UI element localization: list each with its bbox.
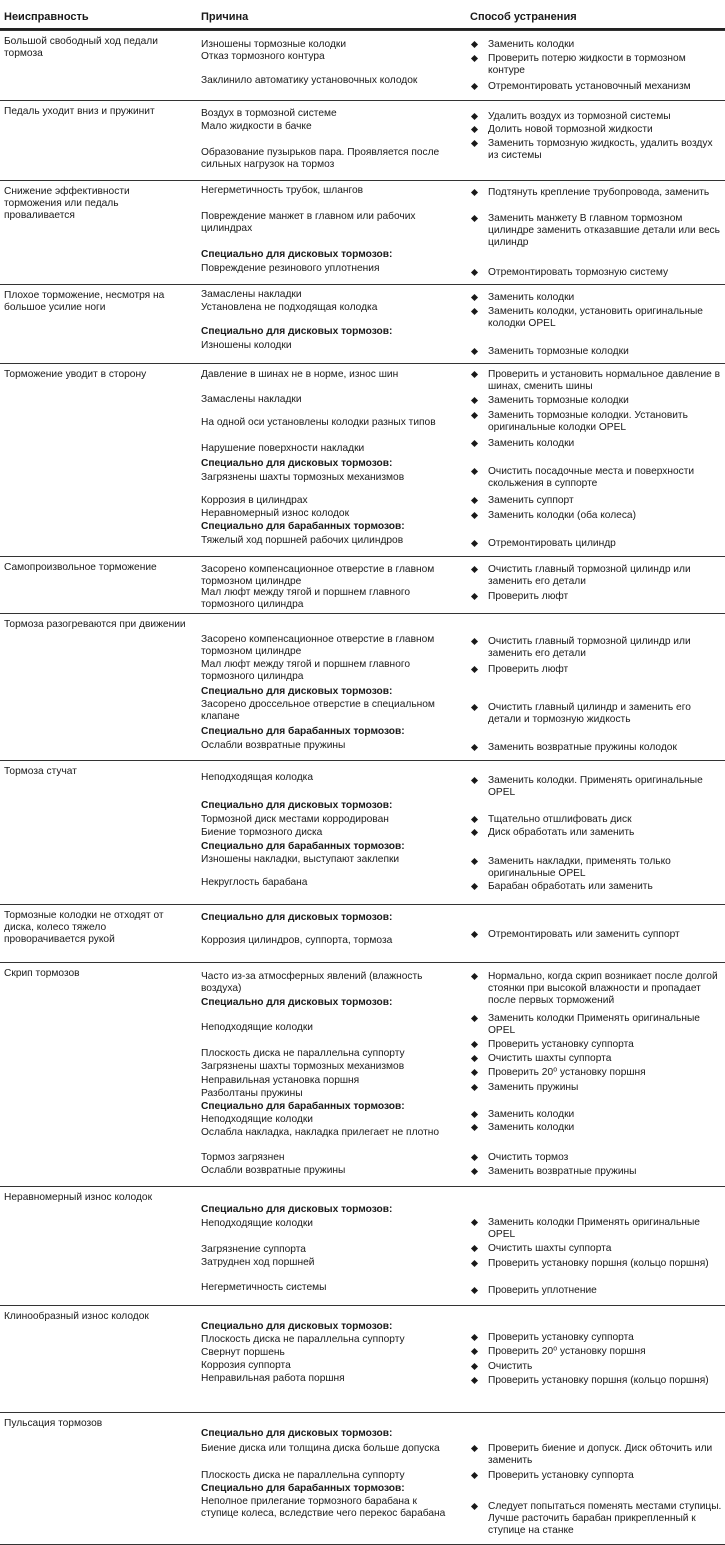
remedy-item — [470, 495, 723, 507]
section-heading: Специально для дисковых тормозов: — [201, 326, 393, 337]
remedy-item — [470, 1346, 723, 1358]
remedy-cell — [470, 963, 723, 1186]
table-row — [0, 1412, 725, 1545]
bullet-icon — [471, 1069, 478, 1076]
remedy-text: Отремонтировать или заменить суппорт — [488, 929, 680, 940]
remedy-text: Очистить главный тормозной цилиндр или заменить его детали — [488, 564, 691, 588]
problem-cell: Педаль уходит вниз и пружинит — [4, 106, 155, 117]
remedy-item — [470, 664, 723, 676]
bullet-icon — [471, 973, 478, 980]
cause-line: Биение тормозного диска — [201, 827, 323, 838]
cause-line: Коррозия цилиндров, суппорта, тормоза — [201, 935, 393, 946]
cause-line: Загрязнение суппорта — [201, 1244, 306, 1255]
remedy-text: Очистить главный тормозной цилиндр или заменить его детали — [488, 636, 691, 660]
header-cause: Причина — [201, 11, 249, 23]
remedy-text: Заменить колодки Применять оригинальные OPEL — [488, 1013, 700, 1037]
section-heading: Специально для дисковых тормозов: — [201, 997, 393, 1008]
remedy-text: Заменить возвратные пружины — [488, 1166, 637, 1177]
bullet-icon — [471, 512, 478, 519]
remedy-text: Очистить главный цилиндр и заменить его детали и тормозную жидкость — [488, 702, 691, 726]
remedy-text: Заменить колодки — [488, 438, 575, 449]
table-row — [0, 904, 725, 962]
cause-line: Заклинило автоматику установочных колодок — [201, 75, 418, 86]
cause-line: Неподходящие колодки — [201, 1218, 313, 1229]
bullet-icon — [471, 1348, 478, 1355]
remedy-item — [470, 1332, 723, 1344]
bullet-icon — [471, 1041, 478, 1048]
remedy-cell — [470, 181, 723, 284]
section-heading: Специально для барабанных тормозов: — [201, 1101, 405, 1112]
cause-line: Установлена не подходящая колодка — [201, 302, 378, 313]
bullet-icon — [471, 593, 478, 600]
remedy-cell — [470, 614, 723, 760]
section-heading: Специально для дисковых тормозов: — [201, 1321, 393, 1332]
cause-line: Тормоз загрязнен — [201, 1152, 285, 1163]
cause-line: Тяжелый ход поршней рабочих цилиндров — [201, 535, 404, 546]
remedy-item — [470, 1285, 723, 1297]
bullet-icon — [471, 1168, 478, 1175]
cause-cell — [201, 905, 456, 962]
remedy-item — [470, 124, 723, 136]
table-row — [0, 962, 725, 1186]
remedy-cell — [470, 1187, 723, 1305]
bullet-icon — [471, 1377, 478, 1384]
remedy-text: Долить новой тормозной жидкости — [488, 124, 653, 135]
cause-line: Изношены накладки, выступают заклепки — [201, 854, 400, 865]
remedy-cell — [470, 557, 723, 613]
bullet-icon — [471, 269, 478, 276]
cause-cell — [201, 1187, 456, 1305]
cause-line: Повреждение резинового уплотнения — [201, 263, 380, 274]
remedy-text: Отремонтировать установочный механизм — [488, 81, 691, 92]
remedy-text: Заменить колодки — [488, 39, 575, 50]
header-remedy: Способ устранения — [470, 11, 577, 23]
remedy-item — [470, 827, 723, 839]
bullet-icon — [471, 41, 478, 48]
remedy-text: Отремонтировать тормозную систему — [488, 267, 669, 278]
header-problem: Неисправность — [4, 11, 89, 23]
bullet-icon — [471, 638, 478, 645]
bullet-icon — [471, 744, 478, 751]
bullet-icon — [471, 566, 478, 573]
cause-cell — [201, 101, 456, 180]
remedy-text: Заменить тормозные колодки — [488, 346, 629, 357]
remedy-text: Заменить манжету В главном тормозном цилиндре заменить отказавшие детали или весь цилиндр — [488, 213, 720, 249]
bullet-icon — [471, 348, 478, 355]
remedy-text: Заменить колодки — [488, 1122, 575, 1133]
cause-line: Неподходящие колодки — [201, 1114, 313, 1125]
remedy-text: Заменить тормозную жидкость, удалить воздух из системы — [488, 138, 713, 162]
remedy-text: Очистить — [488, 1361, 533, 1372]
cause-line: Тормозной диск местами корродирован — [201, 814, 389, 825]
bullet-icon — [471, 829, 478, 836]
remedy-cell — [470, 285, 723, 363]
bullet-icon — [471, 1124, 478, 1131]
bullet-icon — [471, 412, 478, 419]
cause-line: Повреждение манжет в главном или рабочих цилиндрах — [201, 211, 416, 235]
cause-line: Плоскость диска не параллельна суппорту — [201, 1334, 405, 1345]
bullet-icon — [471, 704, 478, 711]
remedy-text: Очистить тормоз — [488, 1152, 569, 1163]
bullet-icon — [471, 931, 478, 938]
remedy-item — [470, 1375, 723, 1387]
cause-line: Плоскость диска не параллельна суппорту — [201, 1048, 405, 1059]
bullet-icon — [471, 1334, 478, 1341]
remedy-item — [470, 438, 723, 450]
cause-line: Давление в шинах не в норме, износ шин — [201, 369, 399, 380]
remedy-text: Заменить колодки. Применять оригинальные OPEL — [488, 775, 703, 799]
problem-cell: Плохое торможение, несмотря на большое усилие ноги — [4, 290, 165, 314]
cause-line: Загрязнены шахты тормозных механизмов — [201, 1061, 405, 1072]
remedy-item — [470, 267, 723, 279]
cause-cell — [201, 285, 456, 363]
table-row — [0, 1305, 725, 1412]
problem-cell: Самопроизвольное торможение — [4, 562, 157, 573]
remedy-text: Заменить пружины — [488, 1082, 579, 1093]
cause-cell — [201, 557, 456, 613]
remedy-item — [470, 1258, 723, 1270]
bullet-icon — [471, 140, 478, 147]
remedy-text: Проверить установку суппорта — [488, 1332, 634, 1343]
bullet-icon — [471, 1015, 478, 1022]
cause-line: Коррозия в цилиндрах — [201, 495, 308, 506]
section-heading: Специально для барабанных тормозов: — [201, 841, 405, 852]
cause-line: Нарушение поверхности накладки — [201, 443, 365, 454]
problem-cell: Большой свободный ход педали тормоза — [4, 36, 158, 60]
remedy-item — [470, 410, 723, 434]
bullet-icon — [471, 1111, 478, 1118]
table-row — [0, 30, 725, 100]
table-row — [0, 363, 725, 556]
table-row — [0, 760, 725, 904]
table-row — [0, 613, 725, 760]
remedy-text: Проверить люфт — [488, 664, 569, 675]
remedy-text: Очистить шахты суппорта — [488, 1053, 612, 1064]
cause-line: Изношены тормозные колодки — [201, 39, 347, 50]
cause-line: Засорено дроссельное отверстие в специальном клапане — [201, 699, 435, 723]
cause-cell — [201, 31, 456, 100]
table-row — [0, 1186, 725, 1305]
remedy-text: Очистить шахты суппорта — [488, 1243, 612, 1254]
remedy-text: Барабан обработать или заменить — [488, 881, 653, 892]
cause-line: Разболтаны пружины — [201, 1088, 303, 1099]
bullet-icon — [471, 215, 478, 222]
cause-line: Коррозия суппорта — [201, 1360, 291, 1371]
bullet-icon — [471, 371, 478, 378]
bullet-icon — [471, 666, 478, 673]
remedy-cell — [470, 31, 723, 100]
cause-line: Загрязнены шахты тормозных механизмов — [201, 472, 405, 483]
cause-line: Неправильная установка поршня — [201, 1075, 360, 1086]
cause-line: Неполное прилегание тормозного барабана к ступице колеса, вследствие чего перекос барабана — [201, 1496, 446, 1520]
cause-line: Затруднен ход поршней — [201, 1257, 315, 1268]
remedy-text: Подтянуть крепление трубопровода, заменить — [488, 187, 710, 198]
bullet-icon — [471, 397, 478, 404]
remedy-item — [470, 1053, 723, 1065]
table-row — [0, 100, 725, 180]
remedy-item — [470, 636, 723, 660]
remedy-text: Отремонтировать цилиндр — [488, 538, 616, 549]
remedy-item — [470, 1109, 723, 1121]
remedy-text: Заменить колодки Применять оригинальные OPEL — [488, 1217, 700, 1241]
remedy-text: Следует попытаться поменять местами ступицы. Лучше расточить барабан прикрепленный к ступице на станке — [488, 1501, 722, 1537]
remedy-item — [470, 702, 723, 726]
cause-line: Воздух в тормозной системе — [201, 108, 337, 119]
remedy-text: Заменить тормозные колодки — [488, 395, 629, 406]
remedy-text: Заменить колодки — [488, 292, 575, 303]
bullet-icon — [471, 858, 478, 865]
remedy-item — [470, 81, 723, 93]
problem-cell: Клинообразный износ колодок — [4, 1311, 149, 1322]
cause-line: Плоскость диска не параллельна суппорту — [201, 1470, 405, 1481]
section-heading: Специально для барабанных тормозов: — [201, 1483, 405, 1494]
remedy-item — [470, 1013, 723, 1037]
section-heading: Специально для дисковых тормозов: — [201, 912, 393, 923]
cause-cell — [201, 1306, 456, 1412]
problem-cell: Снижение эффективности торможения или педаль проваливается — [4, 186, 130, 222]
bullet-icon — [471, 113, 478, 120]
remedy-text: Проверить установку поршня (кольцо поршня) — [488, 1375, 709, 1386]
section-heading: Специально для дисковых тормозов: — [201, 686, 393, 697]
remedy-text: Удалить воздух из тормозной системы — [488, 111, 671, 122]
remedy-item — [470, 1443, 723, 1467]
remedy-item — [470, 111, 723, 123]
cause-line: Неправильная работа поршня — [201, 1373, 345, 1384]
bullet-icon — [471, 126, 478, 133]
section-heading: Специально для барабанных тормозов: — [201, 521, 405, 532]
remedy-item — [470, 564, 723, 588]
problem-cell: Тормоза стучат — [4, 766, 77, 777]
remedy-item — [470, 292, 723, 304]
remedy-item — [470, 591, 723, 603]
cause-line: Биение диска или толщина диска больше допуска — [201, 1443, 440, 1454]
cause-line: Свернут поршень — [201, 1347, 285, 1358]
problem-cell: Пульсация тормозов — [4, 1418, 103, 1429]
bullet-icon — [471, 189, 478, 196]
cause-line: Неподходящая колодка — [201, 772, 314, 783]
remedy-item — [470, 971, 723, 1007]
cause-cell — [201, 614, 456, 760]
cause-line: Замаслены накладки — [201, 289, 302, 300]
problem-cell: Тормозные колодки не отходят от диска, колесо тяжело проворачивается рукой — [4, 910, 164, 946]
section-heading: Специально для дисковых тормозов: — [201, 800, 393, 811]
cause-cell — [201, 364, 456, 556]
remedy-item — [470, 213, 723, 249]
remedy-text: Заменить тормозные колодки. Установить оригинальные колодки OPEL — [488, 410, 688, 434]
bullet-icon — [471, 816, 478, 823]
remedy-item — [470, 538, 723, 550]
remedy-item — [470, 346, 723, 358]
bullet-icon — [471, 1503, 478, 1510]
remedy-item — [470, 1152, 723, 1164]
bullet-icon — [471, 1154, 478, 1161]
cause-line: Неравномерный износ колодок — [201, 508, 350, 519]
cause-cell — [201, 181, 456, 284]
remedy-item — [470, 510, 723, 522]
bullet-icon — [471, 294, 478, 301]
cause-line: Засорено компенсационное отверстие в главном тормозном цилиндре — [201, 564, 435, 588]
remedy-text: Тщательно отшлифовать диск — [488, 814, 632, 825]
remedy-item — [470, 138, 723, 162]
cause-line: На одной оси установлены колодки разных типов — [201, 417, 436, 428]
problem-cell: Торможение уводит в сторону — [4, 369, 147, 380]
bullet-icon — [471, 1084, 478, 1091]
remedy-cell — [470, 761, 723, 904]
remedy-text: Проверить 20⁰ установку поршня — [488, 1346, 646, 1357]
section-heading: Специально для барабанных тормозов: — [201, 726, 405, 737]
bullet-icon — [471, 1260, 478, 1267]
cause-line: Ослабли возвратные пружины — [201, 740, 346, 751]
bullet-icon — [471, 1472, 478, 1479]
remedy-item — [470, 466, 723, 490]
cause-line: Мал люфт между тягой и поршнем главного тормозного цилиндра — [201, 659, 411, 683]
cause-line: Засорено компенсационное отверстие в главном тормозном цилиндре — [201, 634, 435, 658]
section-heading: Специально для дисковых тормозов: — [201, 458, 393, 469]
remedy-text: Проверить биение и допуск. Диск обточить или заменить — [488, 1443, 713, 1467]
remedy-text: Проверить и установить нормальное давление в шинах, сменить шины — [488, 369, 721, 393]
bullet-icon — [471, 440, 478, 447]
remedy-item — [470, 1039, 723, 1051]
remedy-item — [470, 881, 723, 893]
remedy-text: Заменить суппорт — [488, 495, 574, 506]
cause-line: Неподходящие колодки — [201, 1022, 313, 1033]
remedy-item — [470, 775, 723, 799]
bullet-icon — [471, 540, 478, 547]
cause-line: Замаслены накладки — [201, 394, 302, 405]
remedy-text: Заменить колодки — [488, 1109, 575, 1120]
remedy-item — [470, 1067, 723, 1079]
cause-line: Негерметичность системы — [201, 1282, 327, 1293]
bullet-icon — [471, 1245, 478, 1252]
cause-line: Образование пузырьков пара. Проявляется после сильных нагрузок на тормоз — [201, 147, 440, 171]
remedy-item — [470, 53, 723, 77]
remedy-text: Проверить люфт — [488, 591, 569, 602]
remedy-text: Проверить установку суппорта — [488, 1470, 634, 1481]
bullet-icon — [471, 777, 478, 784]
remedy-text: Заменить колодки, установить оригинальные колодки OPEL — [488, 306, 703, 330]
cause-line: Некруглость барабана — [201, 877, 308, 888]
remedy-item — [470, 1217, 723, 1241]
remedy-item — [470, 1122, 723, 1134]
remedy-text: Проверить установку поршня (кольцо поршня) — [488, 1258, 709, 1269]
problem-cell: Скрип тормозов — [4, 968, 80, 979]
bullet-icon — [471, 1445, 478, 1452]
remedy-text: Проверить уплотнение — [488, 1285, 597, 1296]
remedy-text: Заменить возвратные пружины колодок — [488, 742, 677, 753]
problem-cell: Тормоза разогреваются при движении — [4, 619, 186, 630]
cause-line: Ослабла накладка, накладка прилегает не плотно — [201, 1127, 440, 1138]
cause-line: Мало жидкости в бачке — [201, 121, 312, 132]
problem-cell: Неравномерный износ колодок — [4, 1192, 153, 1203]
remedy-text: Проверить 20⁰ установку поршня — [488, 1067, 646, 1078]
remedy-text: Заменить колодки (оба колеса) — [488, 510, 636, 521]
remedy-item — [470, 187, 723, 199]
remedy-text: Нормально, когда скрип возникает после долгой стоянки при высокой влажности и пропадает после первых торможений — [488, 971, 718, 1007]
cause-cell — [201, 963, 456, 1186]
cause-line: Ослабли возвратные пружины — [201, 1165, 346, 1176]
remedy-item — [470, 1470, 723, 1482]
bullet-icon — [471, 308, 478, 315]
remedy-cell — [470, 364, 723, 556]
cause-line: Изношены колодки — [201, 340, 292, 351]
cause-line: Часто из-за атмосферных явлений (влажность воздуха) — [201, 971, 423, 995]
remedy-text: Заменить накладки, применять только оригинальные OPEL — [488, 856, 671, 880]
cause-line: Негерметичность трубок, шлангов — [201, 185, 364, 196]
section-heading: Специально для дисковых тормозов: — [201, 249, 393, 260]
remedy-item — [470, 1361, 723, 1373]
remedy-item — [470, 1243, 723, 1255]
bullet-icon — [471, 55, 478, 62]
remedy-item — [470, 856, 723, 880]
remedy-item — [470, 39, 723, 51]
bullet-icon — [471, 1363, 478, 1370]
remedy-item — [470, 1501, 723, 1537]
cause-line: Мал люфт между тягой и поршнем главного тормозного цилиндра — [201, 587, 411, 611]
bullet-icon — [471, 1055, 478, 1062]
remedy-item — [470, 395, 723, 407]
table-row — [0, 284, 725, 363]
bullet-icon — [471, 468, 478, 475]
cause-cell — [201, 1413, 456, 1544]
remedy-item — [470, 1082, 723, 1094]
remedy-item — [470, 742, 723, 754]
remedy-item — [470, 369, 723, 393]
bullet-icon — [471, 497, 478, 504]
remedy-text: Диск обработать или заменить — [488, 827, 635, 838]
remedy-item — [470, 929, 723, 941]
section-heading: Специально для дисковых тормозов: — [201, 1204, 393, 1215]
bullet-icon — [471, 1287, 478, 1294]
remedy-cell — [470, 1413, 723, 1544]
remedy-text: Проверить потерю жидкости в тормозном контуре — [488, 53, 686, 77]
cause-line: Отказ тормозного контура — [201, 51, 325, 62]
cause-cell — [201, 761, 456, 904]
table-row — [0, 180, 725, 284]
remedy-text: Проверить установку суппорта — [488, 1039, 634, 1050]
bullet-icon — [471, 83, 478, 90]
table-row — [0, 556, 725, 613]
remedy-item — [470, 814, 723, 826]
bullet-icon — [471, 883, 478, 890]
remedy-cell — [470, 905, 723, 962]
bullet-icon — [471, 1219, 478, 1226]
remedy-cell — [470, 1306, 723, 1412]
remedy-text: Очистить посадочные места и поверхности скольжения в суппорте — [488, 466, 695, 490]
remedy-cell — [470, 101, 723, 180]
remedy-item — [470, 306, 723, 330]
remedy-item — [470, 1166, 723, 1178]
section-heading: Специально для дисковых тормозов: — [201, 1428, 393, 1439]
table-header — [0, 0, 725, 30]
